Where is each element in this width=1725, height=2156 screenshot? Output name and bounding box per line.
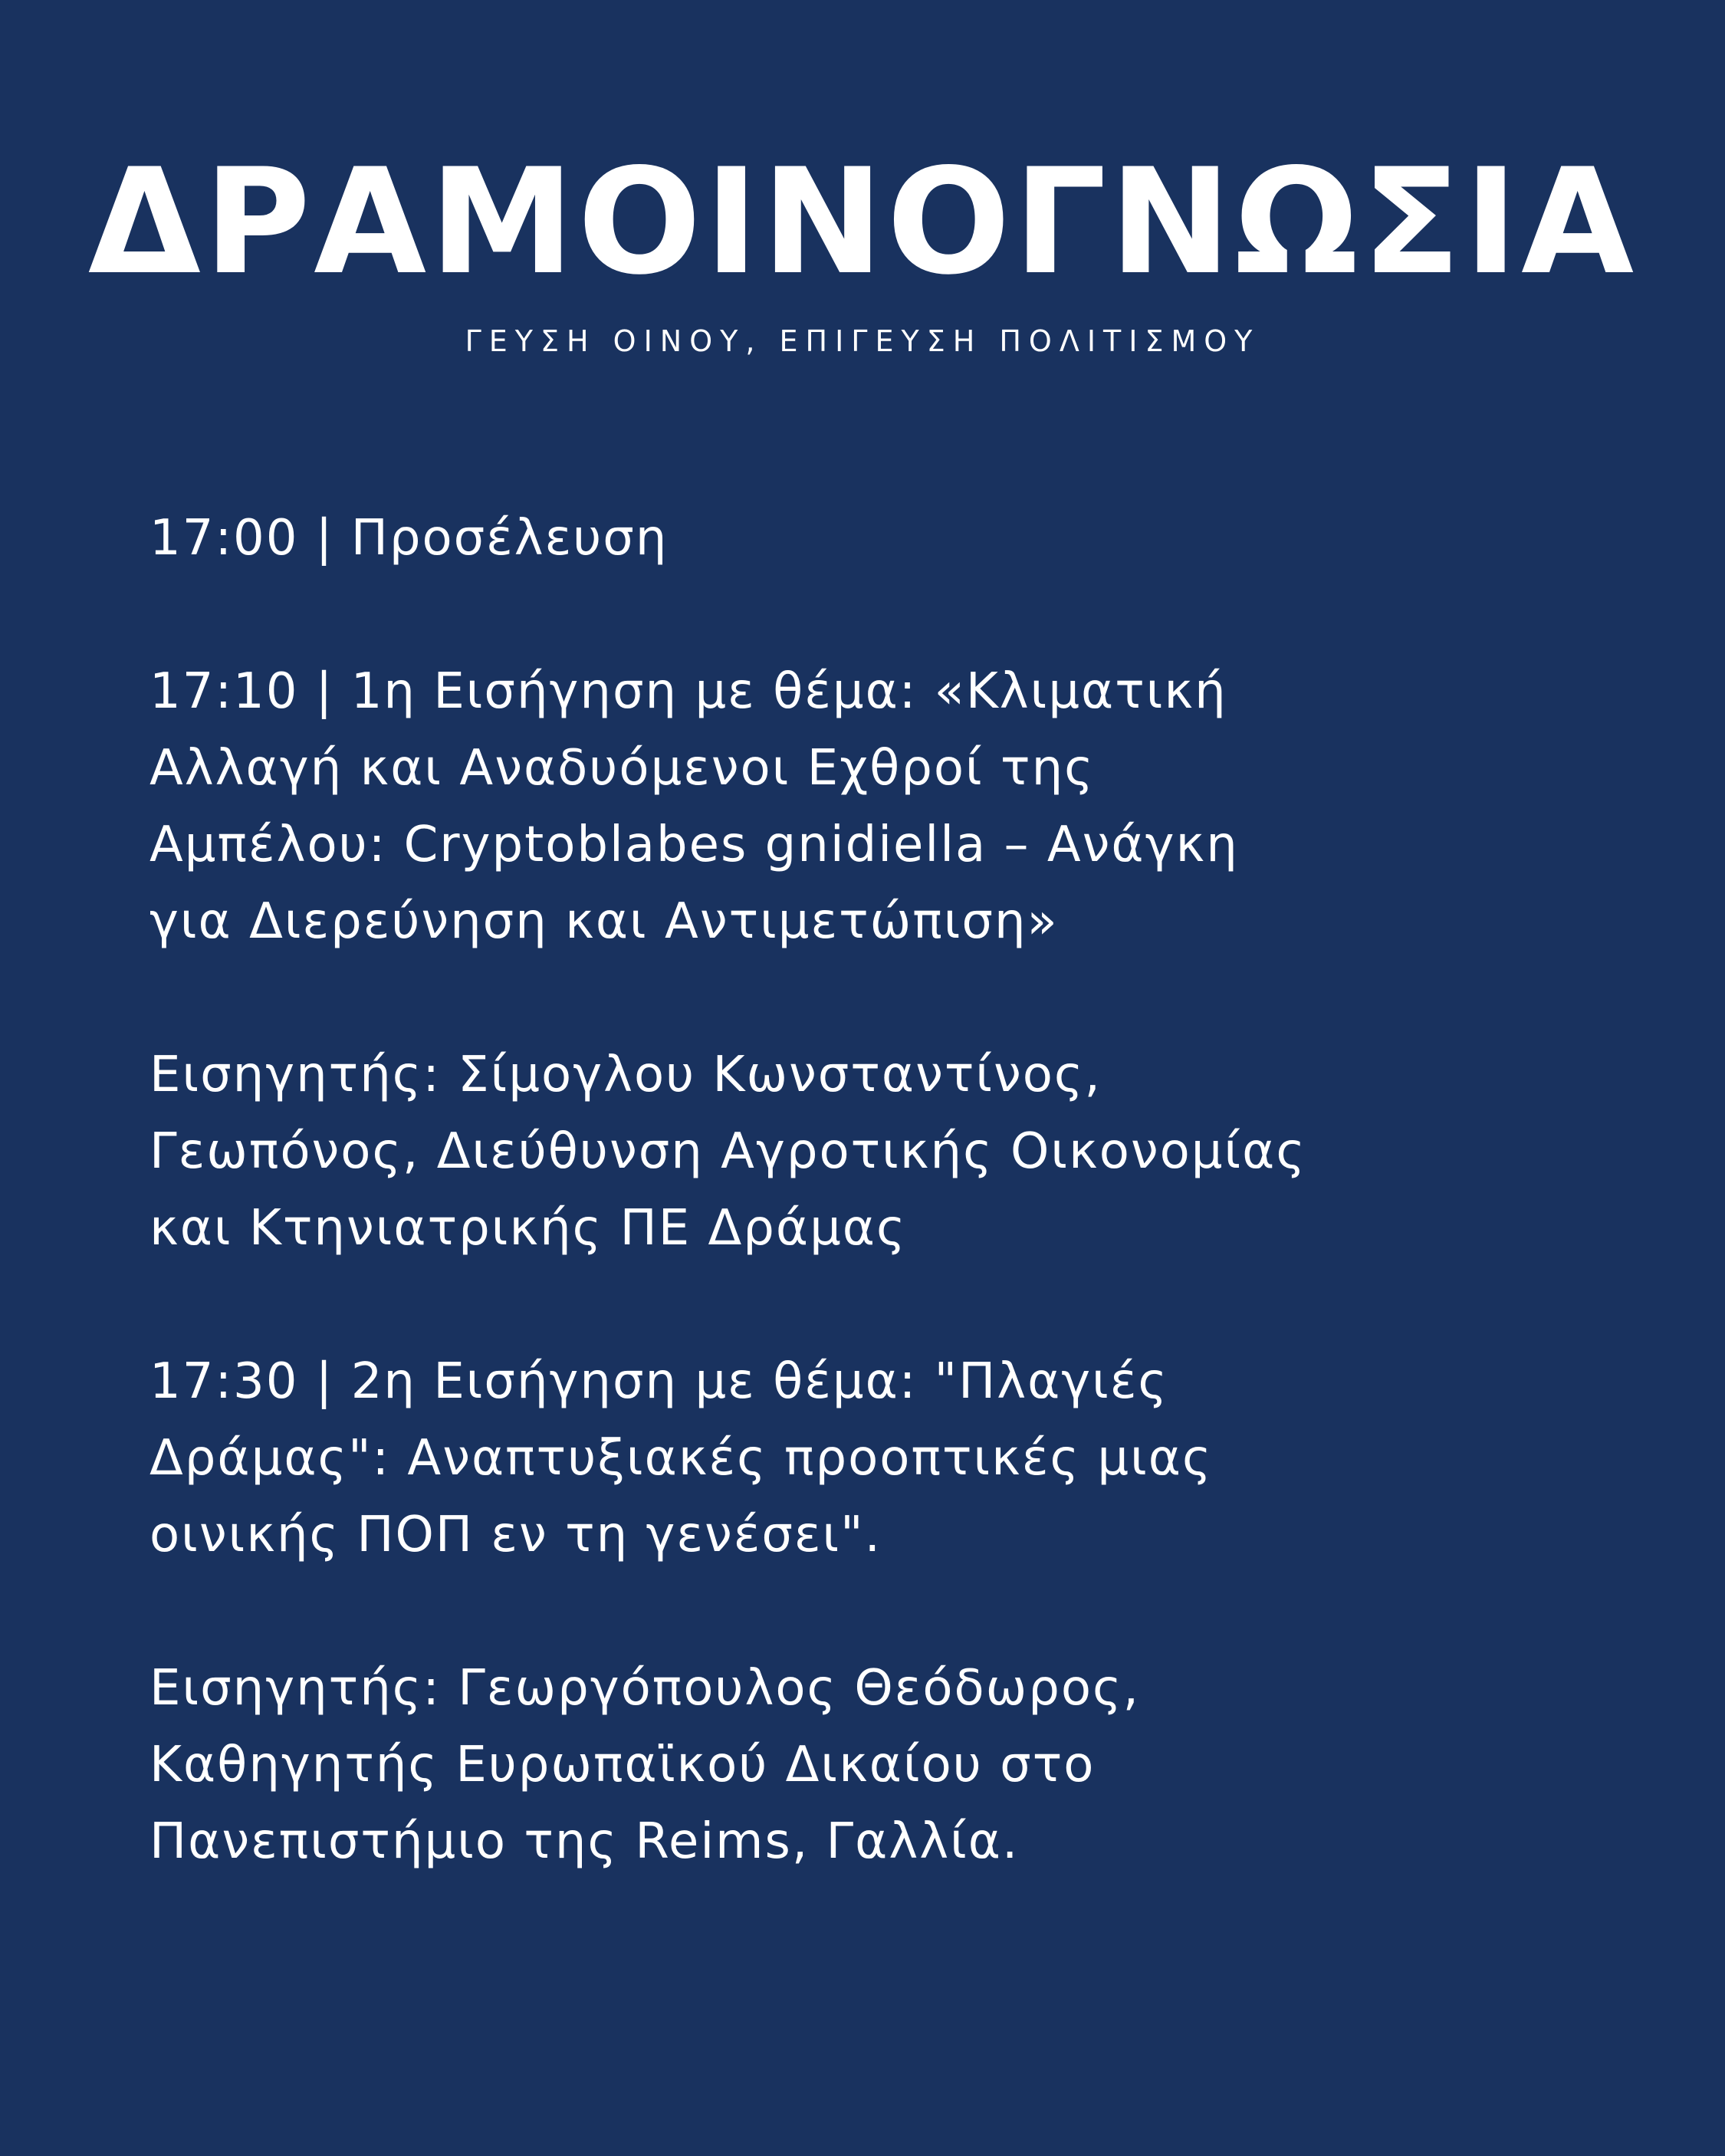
program-line: οινικής ΠΟΠ εν τη γενέσει". (150, 1507, 882, 1563)
program-line: 17:30 | 2η Εισήγηση με θέμα: "Πλαγιές (150, 1353, 1168, 1410)
program-line: Εισηγητής: Σίμογλου Κωνσταντίνος, (150, 1047, 1102, 1103)
program-line: και Κτηνιατρικής ΠΕ Δράμας (150, 1200, 907, 1257)
program-item-speaker-1 (150, 1037, 1606, 1267)
program-line: Καθηγητής Ευρωπαϊκού Δικαίου στο (150, 1737, 1096, 1793)
program-line: 17:00 | Προσέλευση (150, 510, 669, 567)
program-line: Γεωπόνος, Διεύθυνση Αγροτικής Οικονομίας (150, 1123, 1306, 1180)
program-item-talk-2 (150, 1343, 1606, 1573)
program-item-speaker-2 (150, 1650, 1606, 1880)
program-line: 17:10 | 1η Εισήγηση με θέμα: «Κλιματική (150, 663, 1227, 720)
program-line: Αλλαγή και Αναδυόμενοι Εχθροί της (150, 740, 1095, 797)
program-line: Δράμας": Αναπτυξιακές προοπτικές μιας (150, 1430, 1213, 1487)
program-line: Εισηγητής: Γεωργόπουλος Θεόδωρος, (150, 1660, 1140, 1717)
page-subtitle: ΓΕΥΣΗ ΟΙΝΟΥ, ΕΠΙΓΕΥΣΗ ΠΟΛΙΤΙΣΜΟΥ (465, 324, 1260, 358)
program-schedule (150, 500, 1606, 1957)
program-line: για Διερεύνηση και Αντιμετώπιση» (150, 893, 1059, 950)
page-title: ΔΡΑΜΟΙΝΟΓΝΩΣΙΑ (87, 137, 1638, 307)
program-item-arrival (150, 500, 1606, 577)
program-item-talk-1 (150, 653, 1606, 960)
program-line: Πανεπιστήμιο της Reims, Γαλλία. (150, 1813, 1020, 1870)
program-line: Αμπέλου: Cryptoblabes gnidiella – Ανάγκη (150, 817, 1239, 873)
